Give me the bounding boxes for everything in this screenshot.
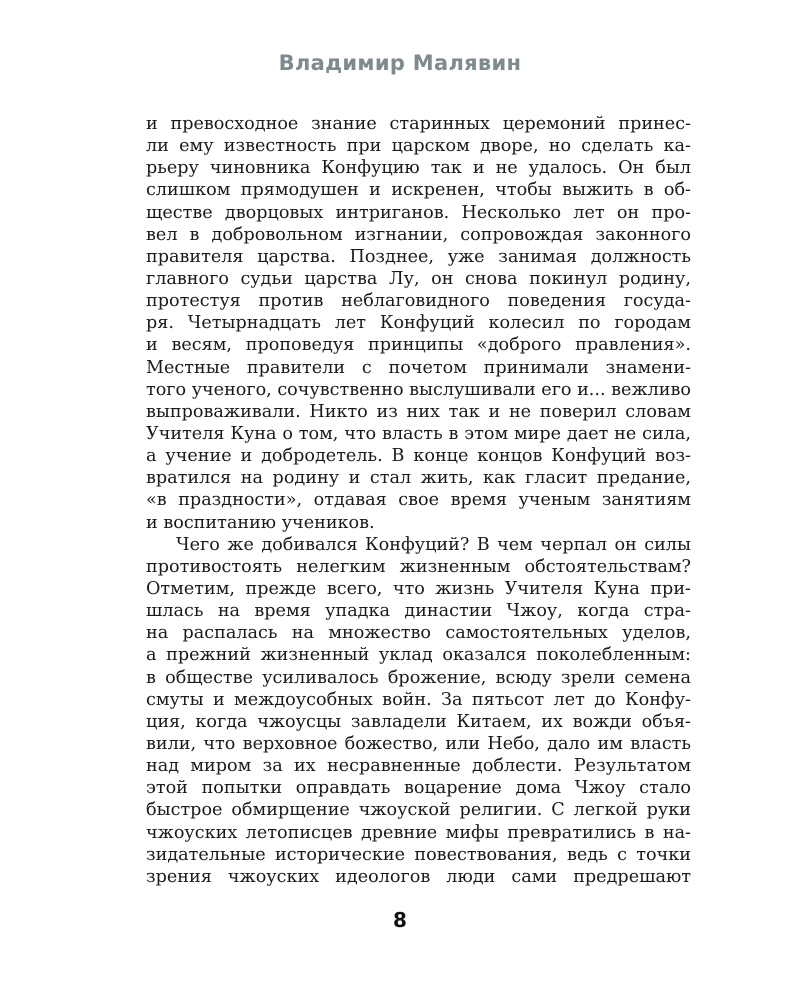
text-line: вел в добровольном изгнании, сопровождая законного [146,224,691,245]
running-head-author: Владимир Малявин [278,51,522,75]
text-line: вратился на родину и стал жить, как гласит предание, [146,468,691,489]
text-line: зидательные исторические повествования, ведь с точки [146,844,691,865]
text-line: и весям, проповедуя принципы «доброго правления». [146,335,691,356]
text-line: выпроваживали. Никто из них так и не поверил словам [146,401,691,422]
text-line: главного судьи царства Лу, он снова покинул родину, [146,268,691,289]
text-line: и превосходное знание старинных церемоний принес- [146,114,691,134]
text-line: вили, что верховное божество, или Небо, дало им власть [146,733,691,754]
text-line: шлась на время упадка династии Чжоу, когда стра- [146,601,691,622]
text-line: рьеру чиновника Конфуцию так и не удалось. Он был [146,158,691,179]
text-line: ция, когда чжоусцы завладели Китаем, их вожди объя- [146,711,691,732]
text-line: на распалась на множество самостоятельных уделов, [146,623,691,644]
body-text [146,113,691,888]
text-line: Учителя Куна о том, что власть в этом мире дает не сила, [146,423,691,444]
text-line: быстрое обмирщение чжоуской религии. С легкой руки [146,800,691,821]
text-line: а прежний жизненный уклад оказался поколебленным: [146,645,691,666]
text-line: этой попытки оправдать воцарение дома Чжоу стало [146,778,691,799]
text-line: в обществе усиливалось брожение, всюду зрели семена [146,667,691,688]
text-line: правителя царства. Позднее, уже занимая должность [146,246,691,267]
text-line: Местные правители с почетом принимали знамени- [146,357,691,378]
text-line: чжоуских летописцев древние мифы превратились в на- [146,822,691,843]
text-line: ря. Четырнадцать лет Конфуций колесил по городам [146,313,691,334]
text-line: над миром за их несравненные доблести. Результатом [146,756,691,777]
page-number: 8 [393,908,407,932]
text-line-paragraph-end: и воспитанию учеников. [146,512,375,533]
text-line: слишком прямодушен и искренен, чтобы выжить в об- [146,180,691,201]
text-line: смуты и междоусобных войн. За пятьсот лет до Конфу- [146,689,691,710]
text-line: зрения чжоуских идеологов люди сами предрешают [146,866,691,887]
text-line: ществе дворцовых интриганов. Несколько лет он про- [146,202,691,223]
text-line: Отметим, прежде всего, что жизнь Учителя Куна при- [146,578,691,599]
text-line: «в праздности», отдавая свое время ученым занятиям [146,490,691,511]
text-line: ли ему известность при царском дворе, но сделать ка- [146,136,691,157]
text-line: противостоять нелегким жизненным обстоятельствам? [146,556,691,577]
text-line: того ученого, сочувственно выслушивали его и... вежливо [146,379,691,400]
text-line: а учение и добродетель. В конце концов Конфуций воз- [146,446,691,467]
text-line: протестуя против неблаговидного поведения госуда- [146,291,691,312]
text-line-paragraph-start: Чего же добивался Конфуций? В чем черпал он силы [176,534,691,555]
